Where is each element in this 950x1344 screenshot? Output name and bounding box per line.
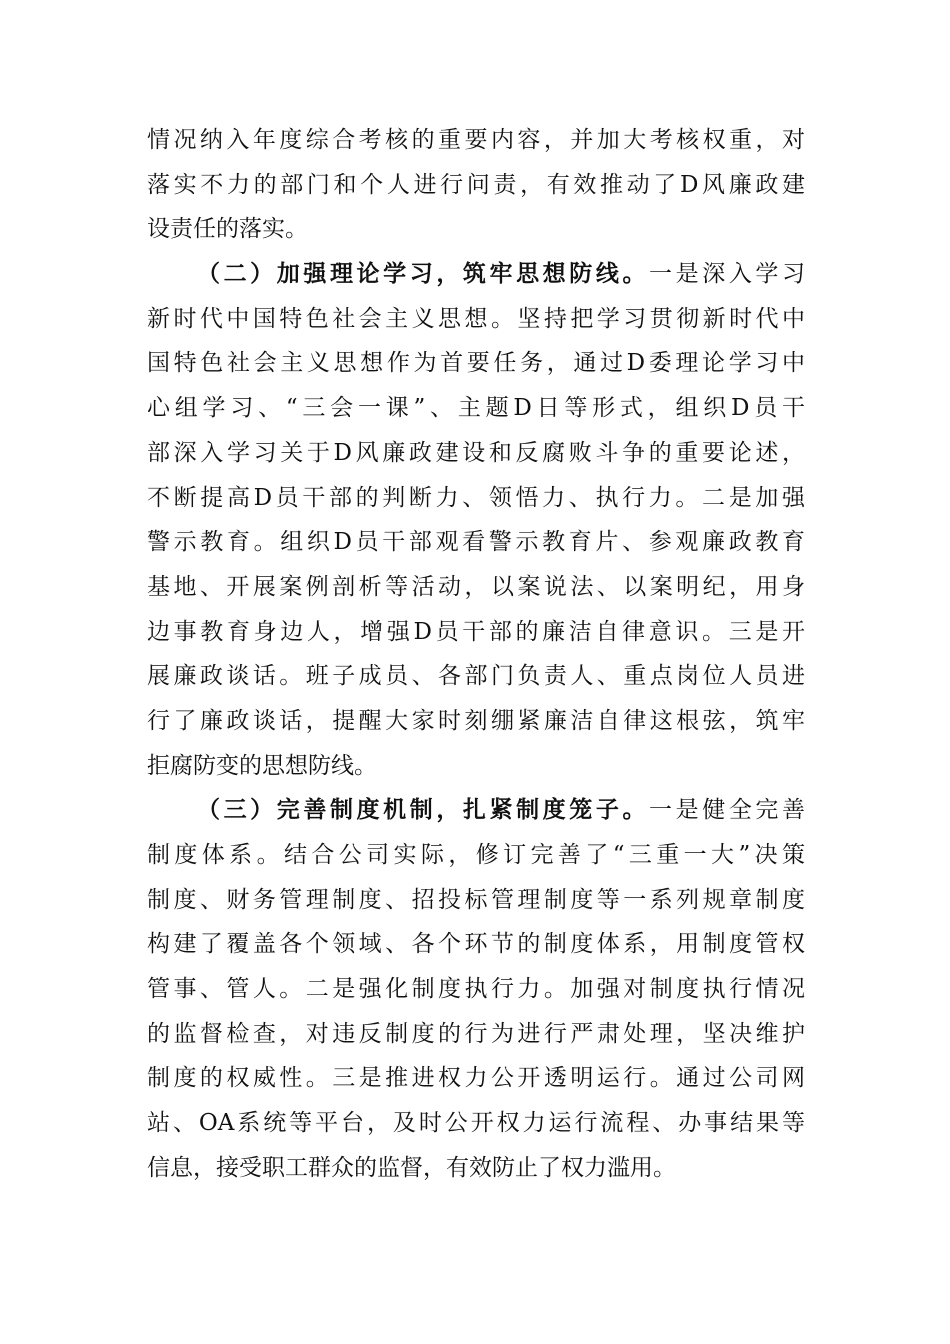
text-line [147, 341, 805, 386]
body-text: 制度的权威性。三是推进权力公开透明运行。通过公司网 [147, 1065, 805, 1092]
body-text: 新时代中国特色社会主义思想。坚持把学习贯彻新时代中 [147, 305, 805, 332]
text-line [147, 699, 805, 744]
text-line [147, 1146, 805, 1191]
text-line [147, 207, 805, 252]
text-line [147, 252, 805, 297]
body-text: 站、OA系统等平台，及时公开权力运行流程、办事结果等 [147, 1110, 805, 1137]
text-line [147, 565, 805, 610]
section-heading: （三）完善制度机制，扎紧制度笼子。 [197, 796, 650, 824]
body-text: 一是深入学习 [649, 261, 806, 288]
body-text: 部深入学习关于D风廉政建设和反腐败斗争的重要论述， [147, 439, 805, 466]
body-text: 情况纳入年度综合考核的重要内容，并加大考核权重，对 [147, 127, 805, 153]
body-text: 心组学习、“三会一课”、主题D日等形式，组织D员干 [147, 395, 805, 422]
body-text: 管事、管人。二是强化制度执行力。加强对制度执行情况 [147, 976, 805, 1003]
body-text: 不断提高D员干部的判断力、领悟力、执行力。二是加强 [147, 484, 805, 511]
body-text: 信息，接受职工群众的监督，有效防止了权力滥用。 [147, 1154, 676, 1181]
text-line [147, 1012, 805, 1057]
text-line [147, 520, 805, 565]
text-line [147, 476, 805, 521]
text-line [147, 297, 805, 342]
text-line [147, 833, 805, 878]
paragraph [147, 788, 805, 1190]
body-text: 的监督检查，对违反制度的行为进行严肃处理，坚决维护 [147, 1020, 805, 1047]
body-text: 行了廉政谈话，提醒大家时刻绷紧廉洁自律这根弦，筑牢 [147, 707, 805, 734]
text-line [147, 654, 805, 699]
body-text: 制度、财务管理制度、招投标管理制度等一系列规章制度 [147, 886, 805, 913]
text-line [147, 118, 805, 163]
text-line [147, 922, 805, 967]
body-text: 展廉政谈话。班子成员、各部门负责人、重点岗位人员进 [147, 663, 805, 690]
text-line [147, 967, 805, 1012]
paragraph [147, 118, 805, 252]
body-text: 基地、开展案例剖析等活动，以案说法、以案明纪，用身 [147, 573, 805, 600]
text-line [147, 878, 805, 923]
text-line [147, 788, 805, 833]
text-line [147, 1056, 805, 1101]
body-text: 设责任的落实。 [147, 216, 308, 243]
body-text: 国特色社会主义思想作为首要任务，通过D委理论学习中 [147, 350, 805, 377]
body-text: 边事教育身边人，增强D员干部的廉洁自律意识。三是开 [147, 618, 805, 645]
text-line [147, 744, 805, 789]
text-line [147, 386, 805, 431]
section-heading: （二）加强理论学习，筑牢思想防线。 [197, 260, 650, 288]
body-text: 落实不力的部门和个人进行问责，有效推动了D风廉政建 [147, 171, 805, 198]
text-line [147, 610, 805, 655]
body-text: 构建了覆盖各个领域、各个环节的制度体系，用制度管权 [147, 931, 805, 958]
body-text: 警示教育。组织D员干部观看警示教育片、参观廉政教育 [147, 529, 805, 556]
text-line [147, 431, 805, 476]
text-line [147, 1101, 805, 1146]
body-text: 拒腐防变的思想防线。 [147, 752, 377, 779]
body-text: 一是健全完善 [649, 797, 806, 824]
text-line [147, 163, 805, 208]
document-page [147, 118, 805, 1191]
body-text: 制度体系。结合公司实际，修订完善了“三重一大”决策 [147, 842, 805, 868]
paragraph [147, 252, 805, 788]
